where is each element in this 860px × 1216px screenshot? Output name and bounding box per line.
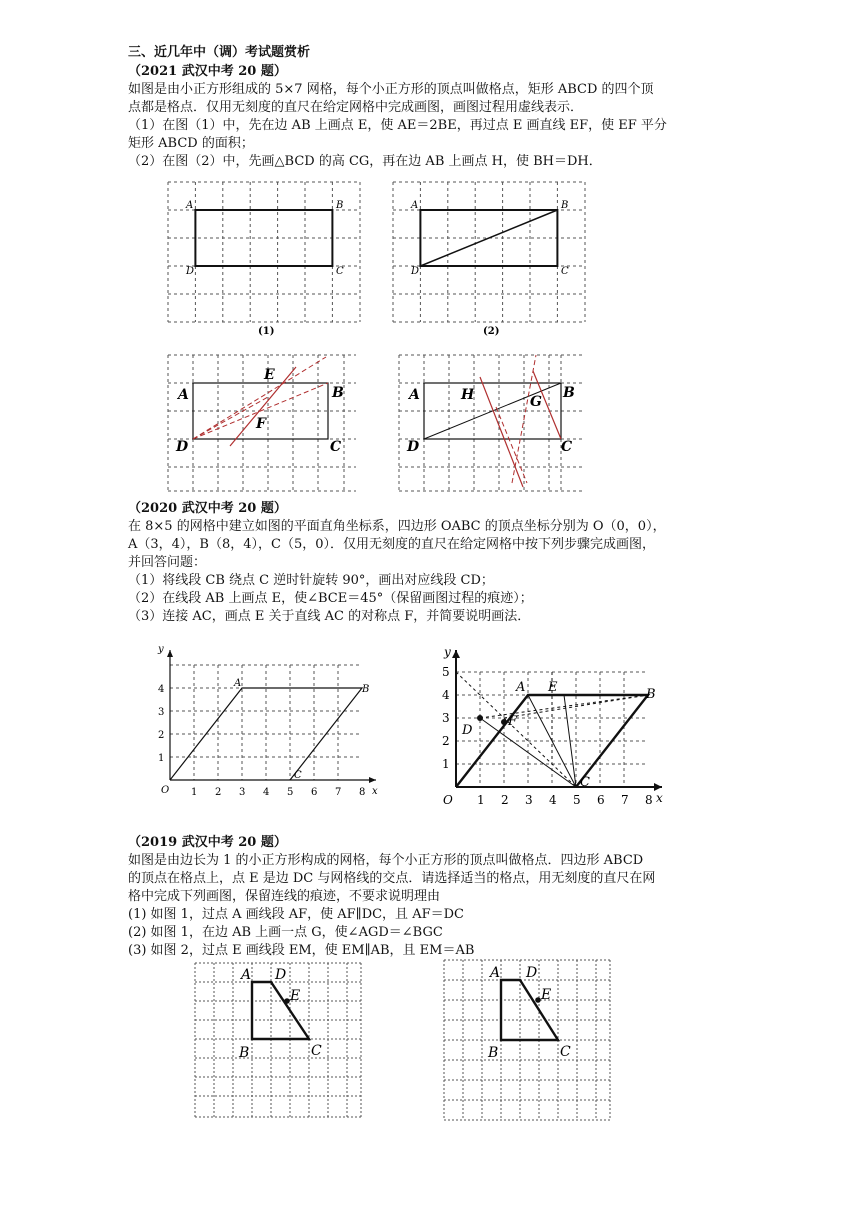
x-tick: 2 xyxy=(501,793,509,807)
x-tick: 6 xyxy=(311,787,318,798)
problem-2019-line: (2) 如图 1，在边 AB 上画一点 G，使∠AGD＝∠BGC xyxy=(128,925,443,940)
label-B: B xyxy=(362,684,370,695)
problem-2021-line: 如图是由小正方形组成的 5×7 网格，每个小正方形的顶点叫做格点，矩形 ABCD 的四个顶 xyxy=(128,82,654,97)
x-tick: 3 xyxy=(525,793,533,807)
x-tick: 7 xyxy=(335,787,342,798)
label-D: D xyxy=(186,266,195,277)
problem-2019-line: 的顶点在格点上，点 E 是边 DC 与网格线的交点．请选择适当的格点，用无刻度的直尺在网 xyxy=(128,871,656,886)
label-E: E xyxy=(541,987,552,1003)
solution-2020 xyxy=(434,642,670,814)
problem-2020-line: （1）将线段 CB 绕点 C 逆时针旋转 90°，画出对应线段 CD； xyxy=(128,573,494,588)
label-A: A xyxy=(234,678,242,689)
x-tick: 6 xyxy=(597,793,605,807)
label-A: A xyxy=(186,200,194,211)
label-F: F xyxy=(508,714,518,729)
problem-2019-line: (1) 如图 1，过点 A 画线段 AF，使 AF∥DC，且 AF＝DC xyxy=(128,907,464,922)
solution-2021-1 xyxy=(166,353,362,493)
problem-2021-line: （2）在图（2）中，先画△BCD 的高 CG，再在边 AB 上画点 H，使 BH＝DH． xyxy=(128,154,602,169)
x-tick: 4 xyxy=(549,793,557,807)
figure-2019-1 xyxy=(193,961,363,1121)
label-A: A xyxy=(490,965,501,981)
problem-2019-heading: （2019 武汉中考 20 题） xyxy=(128,835,287,850)
axis-x-label: x xyxy=(656,791,663,805)
y-tick: 4 xyxy=(442,688,450,702)
y-tick: 5 xyxy=(442,665,450,679)
y-tick: 1 xyxy=(158,753,165,764)
label-B: B xyxy=(561,200,569,211)
problem-2020-line: （3）连接 AC，画点 E 关于直线 AC 的对称点 F，并简要说明画法． xyxy=(128,609,531,624)
label-B: B xyxy=(563,385,575,401)
x-tick: 1 xyxy=(477,793,485,807)
label-D: D xyxy=(407,439,420,455)
x-tick: 1 xyxy=(191,787,198,798)
label-D: D xyxy=(176,439,189,455)
x-tick: 5 xyxy=(287,787,294,798)
axis-y-label: y xyxy=(444,645,451,659)
x-tick: 8 xyxy=(645,793,653,807)
y-tick: 4 xyxy=(158,684,165,695)
label-C: C xyxy=(560,1044,571,1060)
problem-2019-line: 格中完成下列画图，保留连线的痕迹，不要求说明理由 xyxy=(128,889,441,904)
label-C: C xyxy=(294,770,302,781)
problem-2021-line: 矩形 ABCD 的面积； xyxy=(128,136,254,151)
problem-2020-line: A（3，4），B（8，4），C（5，0）．仅用无刻度的直尺在给定网格中按下列步骤完成画图， xyxy=(128,537,656,552)
problem-2020-line: （2）在线段 AB 上画点 E，使∠BCE＝45°（保留画图过程的痕迹）； xyxy=(128,591,533,606)
label-B: B xyxy=(336,200,344,211)
x-tick: 7 xyxy=(621,793,629,807)
x-tick: 3 xyxy=(239,787,246,798)
figure-caption: (2) xyxy=(483,326,500,337)
label-C: C xyxy=(336,266,344,277)
label-A: A xyxy=(516,680,526,695)
label-C: C xyxy=(330,439,342,455)
label-D: D xyxy=(462,723,473,738)
label-C: C xyxy=(580,775,590,790)
label-B: B xyxy=(646,687,656,702)
problem-2019-line: 如图是由边长为 1 的小正方形构成的网格，每个小正方形的顶点叫做格点．四边形 ABCD xyxy=(128,853,644,868)
figure-2019-2 xyxy=(442,958,612,1122)
problem-2021-line: 点都是格点．仅用无刻度的直尺在给定网格中完成画图，画图过程用虚线表示． xyxy=(128,100,584,115)
label-C: C xyxy=(311,1043,322,1059)
label-D: D xyxy=(275,967,287,983)
label-B: B xyxy=(239,1045,250,1061)
y-tick: 3 xyxy=(158,707,165,718)
section-title: 三、近几年中（调）考试题赏析 xyxy=(128,45,311,60)
label-C: C xyxy=(561,439,573,455)
problem-2020-line: 并回答问题： xyxy=(128,555,207,570)
label-A: A xyxy=(178,387,189,403)
figure-caption: (1) xyxy=(258,326,275,337)
figure-2020 xyxy=(150,642,386,810)
figure-2021-2 xyxy=(391,180,587,340)
axis-x-label: x xyxy=(372,786,378,797)
y-tick: 3 xyxy=(442,711,450,725)
label-D: D xyxy=(526,965,538,981)
label-A: A xyxy=(241,967,252,983)
label-D: D xyxy=(411,266,420,277)
label-C: C xyxy=(561,266,569,277)
y-tick: 2 xyxy=(442,734,450,748)
problem-2020-line: 在 8×5 的网格中建立如图的平面直角坐标系，四边形 OABC 的顶点坐标分别为 O（0，0）， xyxy=(128,519,666,534)
figure-2021-1 xyxy=(166,180,362,340)
problem-2019-line: (3) 如图 2，过点 E 画线段 EM，使 EM∥AB，且 EM＝AB xyxy=(128,943,475,958)
problem-2020-heading: （2020 武汉中考 20 题） xyxy=(128,501,287,516)
y-tick: 2 xyxy=(158,730,165,741)
y-tick: 1 xyxy=(442,757,450,771)
origin-label: O xyxy=(443,793,453,807)
label-B: B xyxy=(332,385,344,401)
label-B: B xyxy=(488,1045,499,1061)
solution-2021-2 xyxy=(397,353,593,493)
label-F: F xyxy=(256,416,266,432)
problem-2021-heading: （2021 武汉中考 20 题） xyxy=(128,64,287,79)
x-tick: 4 xyxy=(263,787,270,798)
x-tick: 8 xyxy=(359,787,366,798)
label-A: A xyxy=(411,200,419,211)
x-tick: 2 xyxy=(215,787,222,798)
label-G: G xyxy=(530,394,542,410)
origin-label: O xyxy=(161,785,170,796)
x-tick: 5 xyxy=(573,793,581,807)
label-E: E xyxy=(290,988,301,1004)
problem-2021-line: （1）在图（1）中，先在边 AB 上画点 E，使 AE＝2BE，再过点 E 画直线 EF，使 EF 平分 xyxy=(128,118,667,133)
label-H: H xyxy=(461,387,475,403)
label-A: A xyxy=(409,387,420,403)
axis-y-label: y xyxy=(158,644,164,655)
label-E: E xyxy=(264,367,275,383)
label-E: E xyxy=(548,680,558,695)
